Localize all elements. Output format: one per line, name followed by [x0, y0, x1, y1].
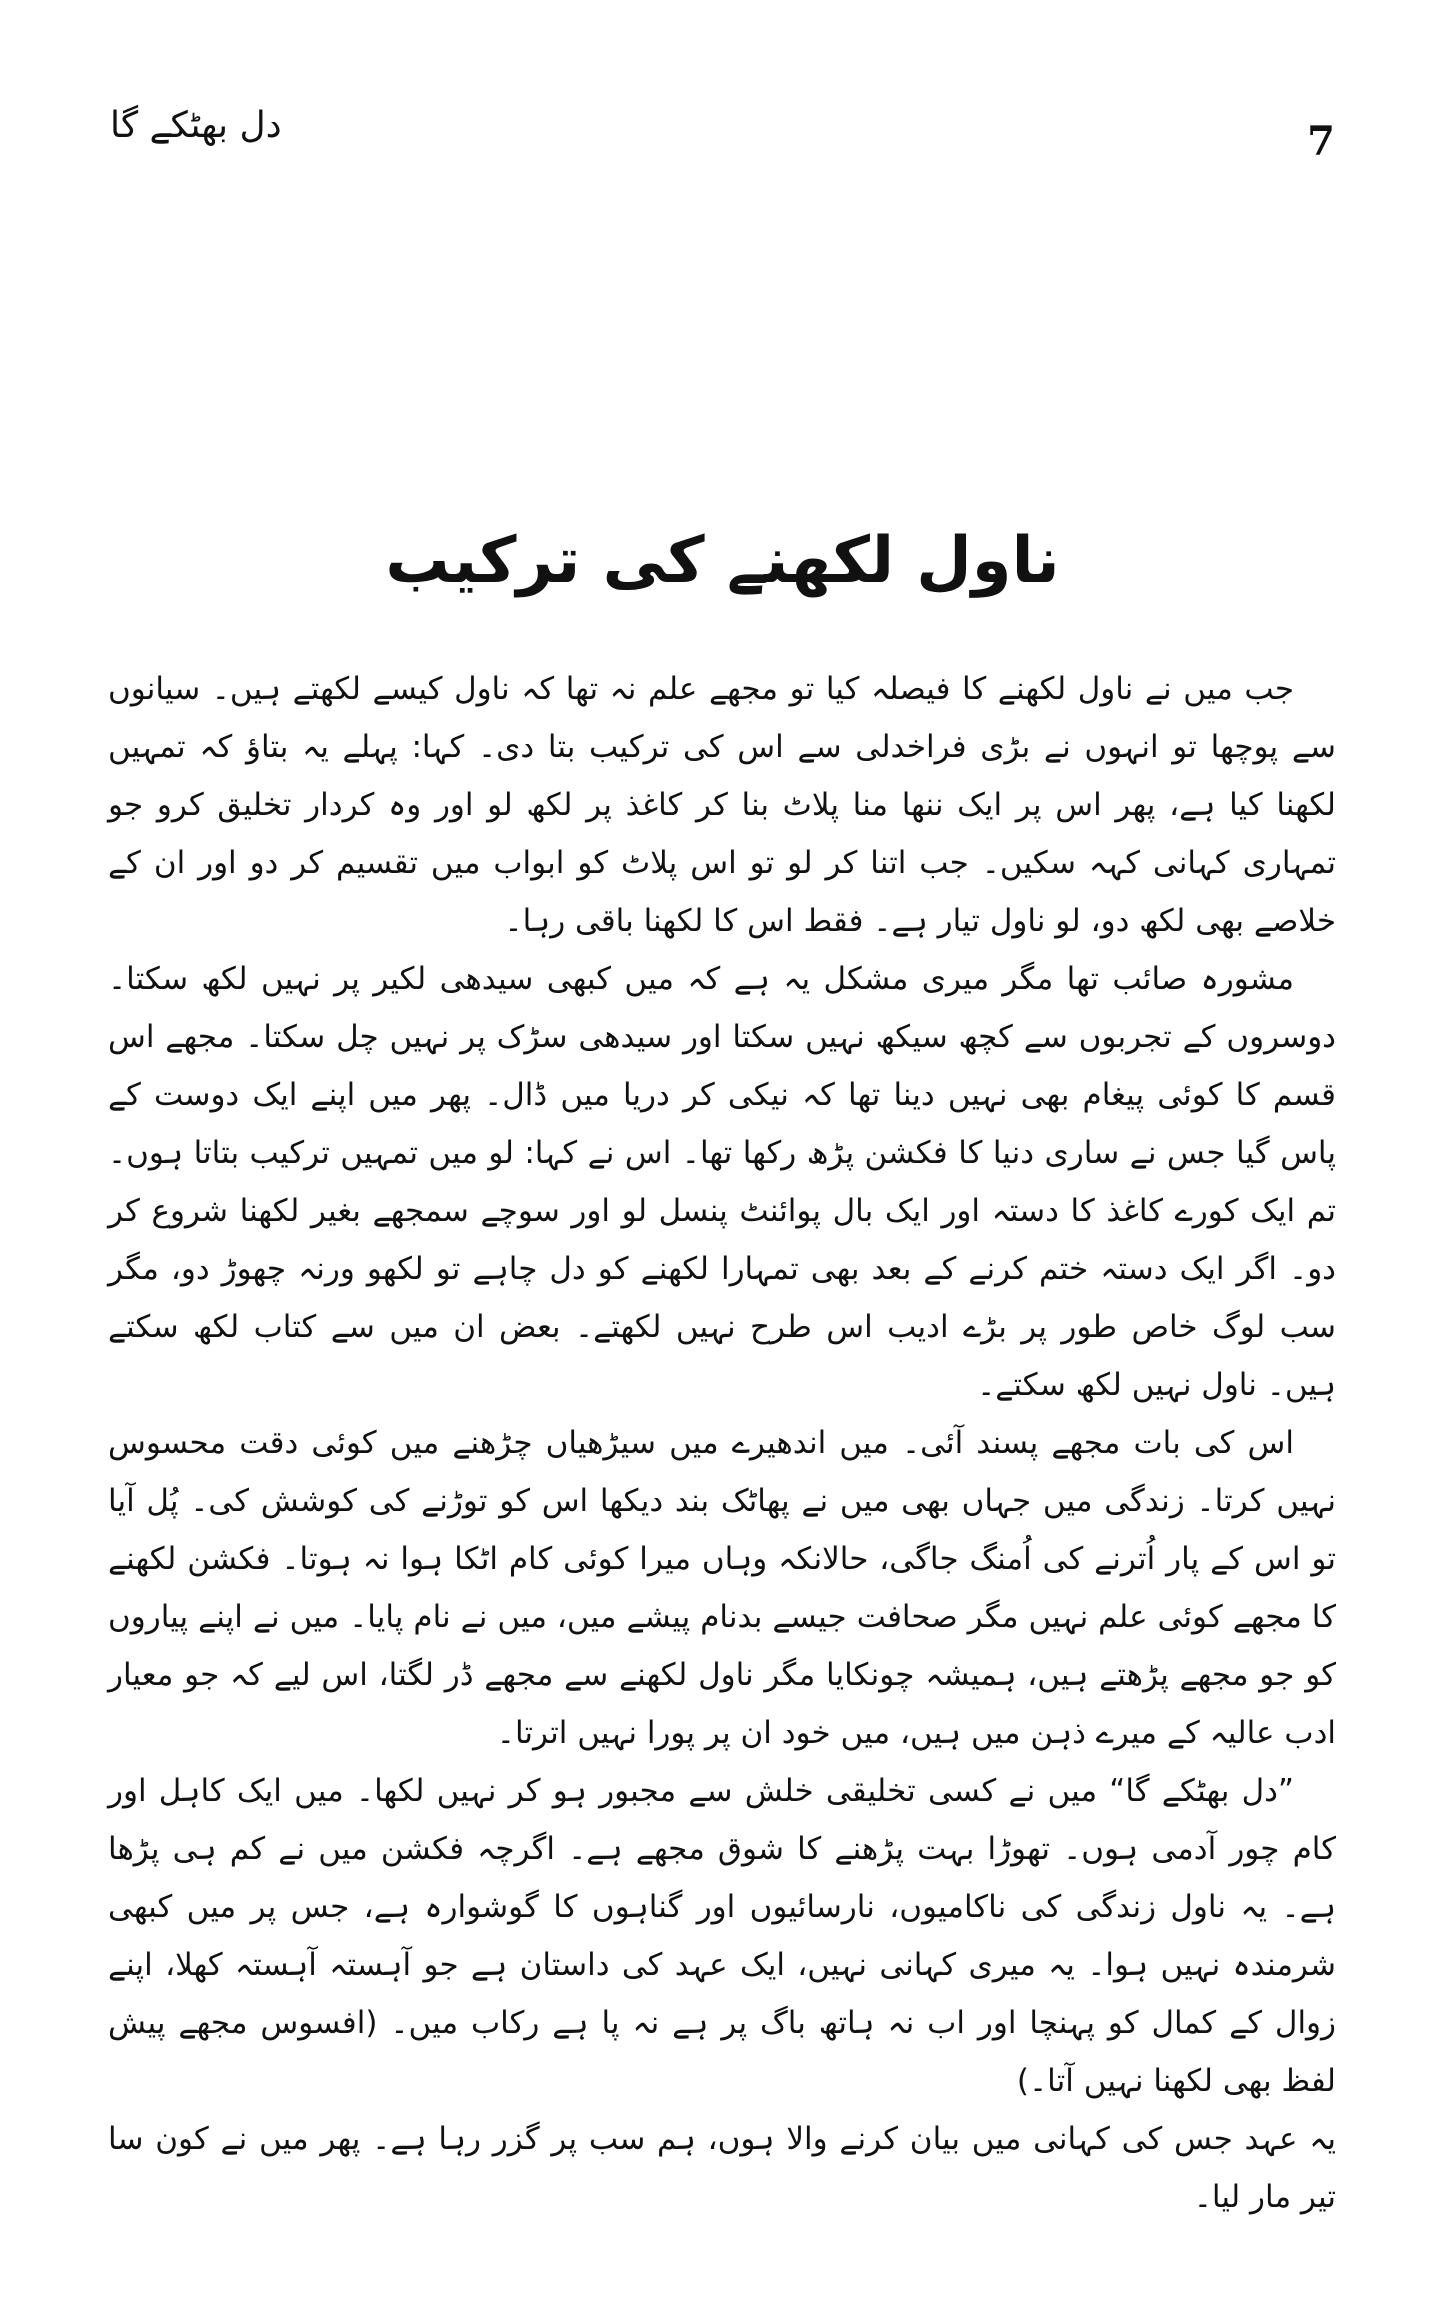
- chapter-title: ناول لکھنے کی ترکیب: [385, 523, 1060, 598]
- paragraph-5: یہ عہد جس کی کہانی میں بیان کرنے والا ہوں، ہم سب پر گزر رہا ہے۔ پھر میں نے کون سا تیر مار لیا۔: [108, 2121, 1336, 2215]
- chapter-body: [108, 660, 1336, 2226]
- running-header-title: دل بھٹکے گا: [110, 105, 282, 146]
- page-number: 7: [1307, 118, 1335, 165]
- paragraph-3: اس کی بات مجھے پسند آئی۔ میں اندھیرے میں سیڑھیاں چڑھنے میں کوئی دقت محسوس نہیں کرتا۔ زندگی میں جہاں بھی میں نے پھاٹک بند دیکھا اس کو توڑنے کی کوشش کی۔ پُل آیا تو اس کے پار اُترنے کی اُمنگ جاگی، حالانکہ وہاں میرا کوئی کام اٹکا ہوا نہ ہوتا۔ فکشن لکھنے کا مجھے کوئی علم نہیں مگر صحافت جیسے بدنام پیشے میں، میں نے نام پایا۔ میں نے اپنے پیاروں کو جو مجھے پڑھتے ہیں، ہمیشہ چونکایا مگر ناول لکھنے سے مجھے ڈر لگتا، اس لیے کہ جو معیار ادب عالیہ کے میرے ذہن میں ہیں، میں خود ان پر پورا نہیں اترتا۔: [108, 1425, 1336, 1751]
- paragraph-4: ”دل بھٹکے گا“ میں نے کسی تخلیقی خلش سے مجبور ہو کر نہیں لکھا۔ میں ایک کاہل اور کام چور آدمی ہوں۔ تھوڑا بہت پڑھنے کا شوق مجھے ہے۔ اگرچہ فکشن میں نے کم ہی پڑھا ہے۔ یہ ناول زندگی کی ناکامیوں، نارسائیوں اور گناہوں کا گوشوارہ ہے، جس پر میں کبھی شرمندہ نہیں ہوا۔ یہ میری کہانی نہیں، ایک عہد کی داستان ہے جو آہستہ آہستہ کھلا، اپنے زوال کے کمال کو پہنچا اور اب نہ ہاتھ باگ پر ہے نہ پا ہے رکاب میں۔ (افسوس مجھے پیش لفظ بھی لکھنا نہیں آتا۔): [108, 1773, 1336, 2099]
- paragraph-2: مشورہ صائب تھا مگر میری مشکل یہ ہے کہ میں کبھی سیدھی لکیر پر نہیں لکھ سکتا۔ دوسروں کے تجربوں سے کچھ سیکھ نہیں سکتا اور سیدھی سڑک پر نہیں چل سکتا۔ مجھے اس قسم کا کوئی پیغام بھی نہیں دینا تھا کہ نیکی کر دریا میں ڈال۔ پھر میں اپنے ایک دوست کے پاس گیا جس نے ساری دنیا کا فکشن پڑھ رکھا تھا۔ اس نے کہا: لو میں تمہیں ترکیب بتاتا ہوں۔ تم ایک کورے کاغذ کا دستہ اور ایک بال پوائنٹ پنسل لو اور سوچے سمجھے بغیر لکھنا شروع کر دو۔ اگر ایک دستہ ختم کرنے کے بعد بھی تمہارا لکھنے کو دل چاہے تو لکھو ورنہ چھوڑ دو، مگر سب لوگ خاص طور پر بڑے ادیب اس طرح نہیں لکھتے۔ بعض ان میں سے کتاب لکھ سکتے ہیں۔ ناول نہیں لکھ سکتے۔: [108, 961, 1336, 1403]
- paragraph-1: جب میں نے ناول لکھنے کا فیصلہ کیا تو مجھے علم نہ تھا کہ ناول کیسے لکھتے ہیں۔ سیانوں سے پوچھا تو انہوں نے بڑی فراخدلی سے اس کی ترکیب بتا دی۔ کہا: پہلے یہ بتاؤ کہ تمہیں لکھنا کیا ہے، پھر اس پر ایک ننھا منا پلاٹ بنا کر کاغذ پر لکھ لو اور وہ کردار تخلیق کرو جو تمہاری کہانی کہہ سکیں۔ جب اتنا کر لو تو اس پلاٹ کو ابواب میں تقسیم کر دو اور ان کے خلاصے بھی لکھ دو، لو ناول تیار ہے۔ فقط اس کا لکھنا باقی رہا۔: [108, 671, 1336, 939]
